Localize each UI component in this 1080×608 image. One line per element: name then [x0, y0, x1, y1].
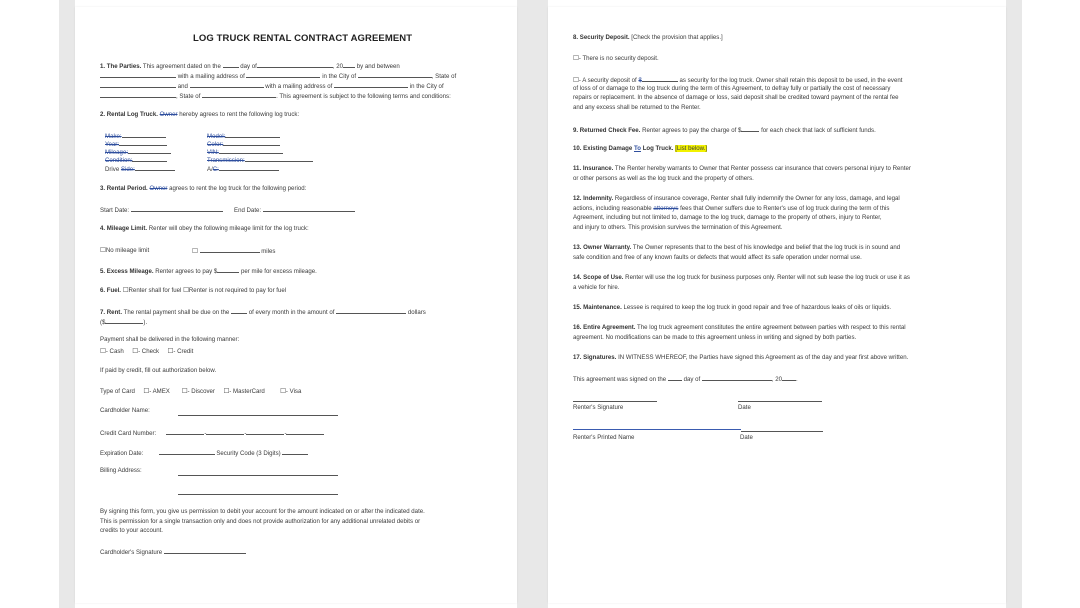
blank-field[interactable]: [223, 61, 239, 68]
credit-auth-intro: If paid by credit, fill out authorization below.: [100, 367, 217, 374]
checkbox-icon[interactable]: ☐: [132, 347, 139, 355]
truck-field-drive-side: Drive Side:: [105, 164, 175, 174]
cardholder-signature-field[interactable]: [164, 547, 246, 554]
authorization-text-2: This is permission for a single transaction only and does not provide authorization for any additional unrelated debits or: [100, 518, 421, 525]
section-insurance: 11. Insurance. The Renter hereby warrants to Owner that Renter possess car insurance that covers personal injury to Renter: [573, 165, 911, 172]
section-maintenance: 15. Maintenance. Lessee is required to keep the log truck in good repair and free of hazardous leaks of oils or liquids.: [573, 304, 892, 311]
billing-address-label: Billing Address:: [100, 467, 142, 474]
truck-field-ac: A/C:: [207, 164, 279, 174]
truck-field-model: Model:: [207, 131, 280, 141]
checkbox-icon[interactable]: ☐: [143, 387, 150, 395]
blank-field[interactable]: [231, 307, 247, 314]
scope-of-use-text-2: a vehicle for hire.: [573, 284, 620, 291]
checkbox-icon[interactable]: ☐: [122, 286, 129, 294]
blank-field[interactable]: [702, 374, 772, 381]
blank-field[interactable]: [782, 374, 796, 381]
option-deposit-line-1[interactable]: ☐- A security deposit of $ as security for the log truck. Owner shall retain this deposit to be used, in the event: [573, 76, 903, 84]
checkbox-icon[interactable]: ☐: [280, 387, 286, 395]
section-mileage-limit: 4. Mileage Limit. Renter will obey the following mileage limit for the log truck:: [100, 225, 309, 232]
truck-field-make: Make:: [105, 131, 166, 141]
section-parties-line-4: , State of . This agreement is subject to the following terms and conditions:: [100, 91, 451, 101]
document-gutter-left: [59, 0, 75, 608]
renter-signature-field[interactable]: [573, 401, 657, 402]
expiration-field[interactable]: [159, 448, 215, 455]
checkbox-icon[interactable]: ☐: [167, 347, 174, 355]
deposit-text-3: repairs or replacement. In the absence of damage or loss, said deposit shall be credited toward payment of the rental fee: [573, 94, 899, 101]
document-gutter-right: [1006, 0, 1022, 608]
checkbox-icon[interactable]: ☐: [100, 347, 106, 355]
section-fuel: 6. Fuel. ☐Renter shall for fuel ☐Renter is not required to pay for fuel: [100, 286, 287, 294]
checkbox-icon[interactable]: ☐: [573, 76, 579, 84]
section-existing-damage: 10. Existing Damage To Log Truck. [List below.]: [573, 145, 708, 152]
cardholder-name-label: Cardholder Name:: [100, 407, 150, 414]
insurance-text-2: or other persons as well as the log truck and the property of others.: [573, 175, 754, 182]
blank-field[interactable]: [132, 155, 167, 162]
checkbox-icon[interactable]: ☐: [183, 286, 189, 294]
card-number-field[interactable]: [206, 428, 244, 435]
section-heading: 1. The Parties.: [100, 63, 142, 70]
truck-field-transmission: Transmission:: [207, 155, 313, 165]
renter-printed-date-field[interactable]: [741, 431, 823, 432]
section-security-deposit: 8. Security Deposit. [Check the provision that applies.]: [573, 34, 723, 41]
blank-field[interactable]: [334, 81, 408, 88]
deposit-text-4: and any excess shall be returned to the Renter.: [573, 104, 701, 111]
renter-signature-date-field[interactable]: [738, 401, 822, 402]
blank-field[interactable]: [668, 374, 682, 381]
blank-field[interactable]: [225, 131, 280, 138]
section-parties-line-1: 1. The Parties. This agreement dated on the day of , 20 by and between: [100, 63, 400, 70]
indemnity-text-3: Agreement, including but not limited to, damage to the log truck, damage to the property of others, injury to Renter,: [573, 214, 882, 221]
blank-field[interactable]: [105, 317, 143, 324]
date-label: Date: [738, 404, 751, 411]
expiration-row: Expiration Date: Security Code (3 Digits): [100, 448, 308, 458]
truck-field-condition: Condition:: [105, 155, 167, 165]
authorization-text-1: By signing this form, you give us permission to debit your account for the amount indicated on or after the indicated date.: [100, 508, 425, 515]
checkbox-icon[interactable]: ☐: [181, 387, 188, 395]
card-number-field[interactable]: [286, 428, 324, 435]
renter-printed-name-label: Renter's Printed Name: [573, 434, 635, 441]
indemnity-text-2: actions, including reasonable attorneys fees that Owner suffers due to Renter's use of log truck during the term of this: [573, 205, 890, 212]
section-rent: 7. Rent. The rental payment shall be due on the of every month in the amount of dollars: [100, 309, 426, 316]
section-parties-line-3: and with a mailing address of in the City of: [100, 81, 444, 91]
option-mileage-limit[interactable]: ☐ miles: [192, 247, 276, 255]
rent-amount-numeric: ($ ).: [100, 319, 148, 326]
blank-field[interactable]: [358, 71, 432, 78]
billing-address-field[interactable]: [178, 475, 338, 476]
rental-start-date: Start Date:: [100, 205, 223, 215]
blank-field[interactable]: [245, 155, 313, 162]
blank-field[interactable]: [200, 246, 260, 253]
section-rental-log-truck: 2. Rental Log Truck. Owner hereby agrees to rent the following log truck:: [100, 111, 300, 118]
section-excess-mileage: 5. Excess Mileage. Renter agrees to pay $ per mile for excess mileage.: [100, 268, 317, 275]
blank-field[interactable]: [246, 71, 320, 78]
blank-field[interactable]: [642, 75, 678, 82]
highlighted-hint: [List below.]: [675, 145, 708, 152]
payment-options: ☐- Cash ☐- Check ☐- Credit: [100, 347, 194, 355]
blank-field[interactable]: [219, 147, 283, 154]
renter-printed-name-field[interactable]: [573, 429, 741, 430]
blank-field[interactable]: [100, 81, 176, 88]
blank-field[interactable]: [741, 125, 759, 132]
truck-field-vin: VIN:: [207, 147, 283, 157]
start-date-field[interactable]: [131, 205, 223, 212]
card-type-row: Type of Card ☐- AMEX ☐- Discover ☐- MasterCard ☐- Visa: [100, 387, 302, 395]
blank-field[interactable]: [119, 139, 167, 146]
blank-field[interactable]: [100, 91, 176, 98]
end-date-field[interactable]: [263, 205, 355, 212]
security-code-field[interactable]: [282, 448, 308, 455]
section-scope-of-use: 14. Scope of Use. Renter will use the log truck for business purposes only. Renter will not sub lease the log truck or use it as: [573, 274, 910, 281]
section-returned-check-fee: 9. Returned Check Fee. Renter agrees to pay the charge of $ for each check that lack of sufficient funds.: [573, 127, 876, 134]
cardholder-signature-row: Cardholder's Signature: [100, 547, 246, 557]
blank-field[interactable]: [128, 147, 171, 154]
section-rental-period: 3. Rental Period. Owner agrees to rent the log truck for the following period:: [100, 185, 307, 192]
blank-field[interactable]: [217, 266, 239, 273]
cardholder-name-field[interactable]: [178, 415, 338, 416]
document-gutter-middle: [517, 0, 548, 608]
blank-field[interactable]: [336, 307, 406, 314]
option-no-deposit[interactable]: ☐- There is no security deposit.: [573, 54, 659, 62]
blank-field[interactable]: [343, 61, 355, 68]
blank-field[interactable]: [257, 61, 333, 68]
signed-on-row: This agreement was signed on the day of , 20 .: [573, 376, 798, 383]
blank-field[interactable]: [122, 131, 166, 138]
truck-field-year: Year:: [105, 139, 167, 149]
blank-field[interactable]: [202, 91, 276, 98]
checkbox-icon[interactable]: ☐: [573, 54, 579, 62]
renter-signature-label: Renter's Signature: [573, 404, 624, 411]
section-entire-agreement: 16. Entire Agreement. The log truck agreement constitutes the entire agreement between parties with respect to this rental: [573, 324, 906, 331]
date-label-2: Date: [740, 434, 753, 441]
blank-field[interactable]: [223, 139, 280, 146]
document-title: LOG TRUCK RENTAL CONTRACT AGREEMENT: [193, 33, 413, 44]
truck-field-mileage: Mileage:: [105, 147, 171, 157]
entire-agreement-text-2: agreement. No modifications can be made to this agreement unless in writing and signed by both parties.: [573, 334, 857, 341]
section-indemnity: 12. Indemnity. Regardless of insurance coverage, Renter shall fully indemnify the Owner for any loss, damage, and legal: [573, 195, 900, 202]
payment-manner: Payment shall be delivered in the following manner:: [100, 336, 240, 343]
blank-field[interactable]: [190, 81, 264, 88]
option-no-mileage-limit[interactable]: ☐No mileage limit: [100, 246, 150, 254]
blank-field[interactable]: [100, 71, 176, 78]
document-page-1: [75, 7, 517, 603]
truck-field-color: Color:: [207, 139, 280, 149]
section-owner-warranty: 13. Owner Warranty. The Owner represents that to the best of his knowledge and belief that the log truck is in sound and: [573, 244, 901, 251]
checkbox-icon[interactable]: ☐: [100, 246, 106, 254]
document-page-2: [548, 7, 1006, 603]
blank-field[interactable]: [219, 164, 279, 171]
card-number-field[interactable]: [246, 428, 284, 435]
billing-address-field-2[interactable]: [178, 494, 338, 495]
blank-field[interactable]: [135, 164, 175, 171]
card-number-row: Credit Card Number: - - -: [100, 428, 324, 438]
section-parties-line-2: with a mailing address of in the City of , State of: [100, 71, 456, 81]
deposit-text-2: of loss of or damage to the log truck during the term of this Agreement, to defray fully or partially the cost of necessary: [573, 85, 891, 92]
owner-warranty-text-2: safe condition and free of any known faults or defects that would affect its safe operation under normal use.: [573, 254, 862, 261]
checkbox-icon[interactable]: ☐: [223, 387, 230, 395]
section-signatures: 17. Signatures. IN WITNESS WHEREOF, the Parties have signed this Agreement as of the day and year first above written.: [573, 354, 909, 361]
checkbox-icon[interactable]: ☐: [192, 247, 198, 255]
card-number-field[interactable]: [166, 428, 204, 435]
rental-end-date: End Date:: [234, 205, 355, 215]
indemnity-text-4: and injury to others. This provision survives the termination of this Agreement.: [573, 224, 783, 231]
authorization-text-3: credits to your account.: [100, 527, 163, 534]
